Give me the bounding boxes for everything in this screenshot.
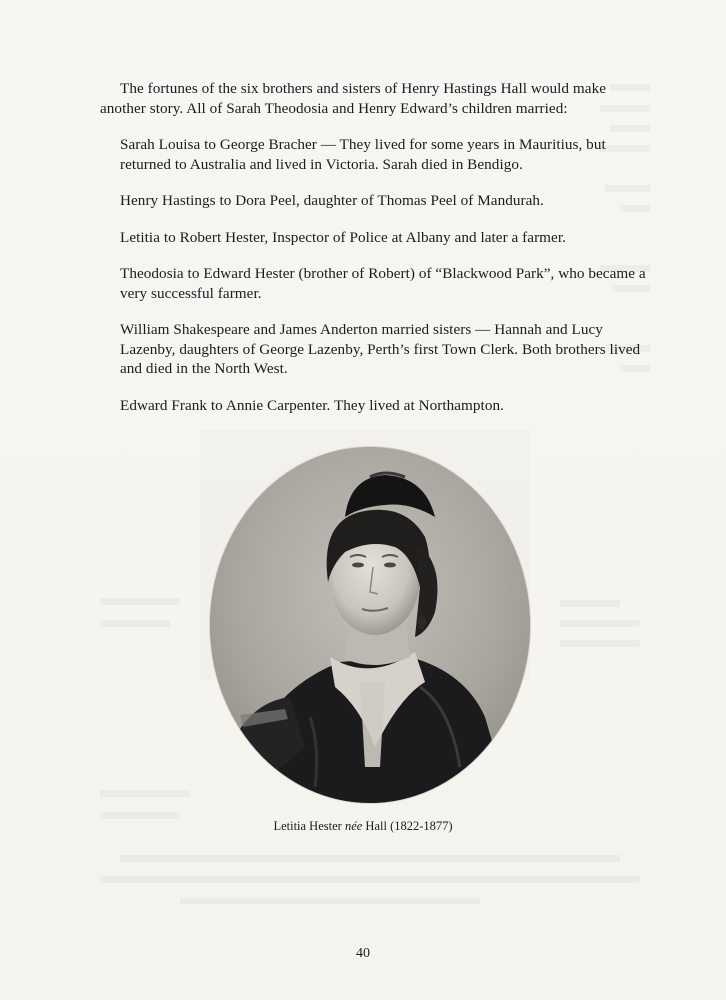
marriage-entry-letitia: Letitia to Robert Hester, Inspector of Police at Albany and later a farmer. xyxy=(120,228,566,246)
body-text xyxy=(100,79,650,432)
marriage-entry-henry-hastings: Henry Hastings to Dora Peel, daughter of Thomas Peel of Mandurah. xyxy=(120,192,544,209)
intro-paragraph: The fortunes of the six brothers and sisters of Henry Hastings Hall would make another story. All of Sarah Theodosia and Henry Edward’s children married: xyxy=(100,80,606,117)
caption-dates: Hall (1822-1877) xyxy=(362,819,453,833)
portrait-illustration xyxy=(210,447,530,803)
caption-nee: née xyxy=(344,819,363,833)
photo-caption xyxy=(0,818,726,834)
page-number: 40 xyxy=(356,946,370,961)
marriage-entry-edward-frank: Edward Frank to Annie Carpenter. They lived at Northampton. xyxy=(120,396,504,414)
marriage-entry-sarah-louisa: Sarah Louisa to George Bracher — They lived for some years in Mauritius, but returned to Australia and lived in Victoria. Sarah died in Bendigo. xyxy=(120,136,606,173)
marriage-entry-theodosia: Theodosia to Edward Hester (brother of Robert) of “Blackwood Park”, who became a very successful farmer. xyxy=(120,265,646,302)
portrait-photo xyxy=(210,447,530,803)
caption-name: Letitia Hester xyxy=(273,819,345,833)
marriage-entry-william-and-james: William Shakespeare and James Anderton married sisters — Hannah and Lucy Lazenby, daughters of George Lazenby, Perth’s first Town Clerk. Both brothers lived and died in the North West. xyxy=(120,321,641,377)
